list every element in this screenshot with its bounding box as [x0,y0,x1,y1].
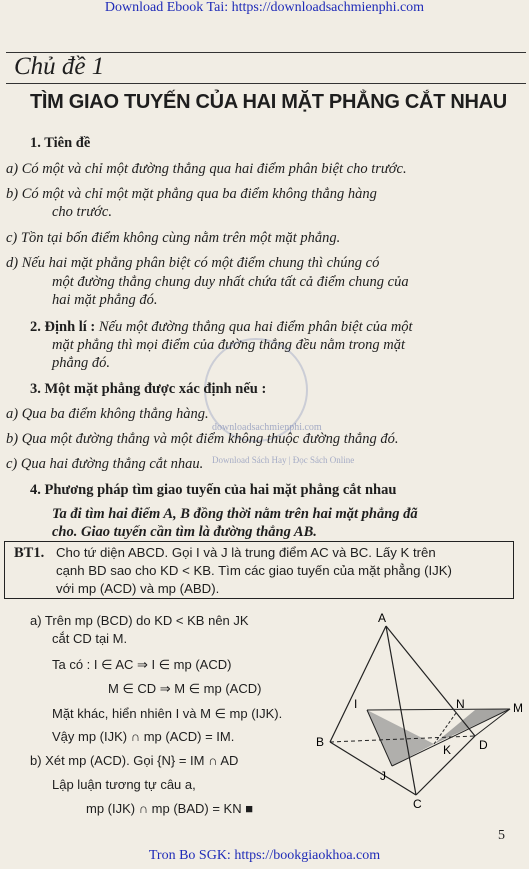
topic-banner [6,52,526,84]
solution-a-2: cắt CD tại M. [52,631,128,646]
theorem-text: Nếu một đường thẳng qua hai điểm phân biệt của một [95,319,413,335]
axiom-c: c) Tồn tại bốn điểm không cùng nằm trên một mặt phẳng. [6,230,341,246]
theorem-heading: 2. Định lí : [30,319,96,335]
section-1-heading: 1. Tiên đề [30,135,91,151]
method-line-2: cho. Giao tuyến cần tìm là đường thẳng AB. [52,524,317,540]
label-i: I [354,697,358,711]
label-b: B [316,735,325,749]
watermark-tagline: Download Sách Hay | Đọc Sách Online [212,455,355,465]
label-k: K [443,743,452,757]
exercise-line-3: với mp (ACD) và mp (ABD). [56,581,220,596]
label-j: J [380,769,386,783]
page-footer-link[interactable]: Tron Bo SGK: https://bookgiaokhoa.com [148,848,381,863]
label-n: N [456,697,465,711]
exercise-line-2: cạnh BD sao cho KD < KB. Tìm các giao tuyến của mặt phẳng (IJK) [56,563,452,578]
label-d: D [479,738,488,752]
axiom-d-cont2: hai mặt phẳng đó. [52,292,158,308]
section-3-heading: 3. Một mặt phẳng được xác định nếu : [30,381,267,397]
tetrahedron-figure [310,610,525,810]
theorem-line-2: mặt phẳng thì mọi điểm của đường thẳng đều nằm trong mặt [52,337,406,353]
label-m: M [513,701,523,715]
axiom-d-cont1: một đường thẳng chung duy nhất chứa tất cả điểm chung của [52,274,409,290]
exercise-label: BT1. [14,545,45,561]
solution-b-1: b) Xét mp (ACD). Gọi {N} = IM ∩ AD [30,753,239,768]
axiom-d: d) Nếu hai mặt phẳng phân biệt có một điểm chung thì chúng có [6,255,380,271]
solution-a-1: a) Trên mp (BCD) do KD < KB nên JK [30,613,249,628]
axiom-b: b) Có một và chỉ một mặt phẳng qua ba điểm không thẳng hàng [6,186,377,202]
plane-def-c: c) Qua hai đường thẳng cắt nhau. [6,456,204,472]
axiom-b-cont: cho trước. [52,204,112,220]
axiom-a: a) Có một và chỉ một đường thẳng qua hai điểm phân biệt cho trước. [6,161,407,177]
edge-ad [386,626,475,736]
solution-a-5: Mặt khác, hiển nhiên I và M ∈ mp (IJK). [52,706,283,721]
page-number: 5 [498,828,505,843]
topic-label: Chủ đề 1 [14,53,105,80]
watermark-site: downloadsachmienphi.com [212,422,322,433]
chapter-title: TÌM GIAO TUYẾN CỦA HAI MẶT PHẲNG CẮT NHAU [30,91,507,113]
plane-def-b: b) Qua một đường thẳng và một điểm không thuộc đường thẳng đó. [6,431,399,447]
label-a: A [378,611,387,625]
solution-a-3: Ta có : I ∈ AC ⇒ I ∈ mp (ACD) [52,657,232,672]
label-c: C [413,797,422,810]
page-header-link[interactable]: Download Ebook Tai: https://downloadsachmienphi.com [104,0,425,15]
solution-b-3: mp (IJK) ∩ mp (BAD) = KN ■ [86,801,254,816]
edge-ac [386,626,416,795]
theorem-line-3: phẳng đó. [52,355,110,371]
solution-a-6: Vậy mp (IJK) ∩ mp (ACD) = IM. [52,729,235,744]
solution-a-4: M ∈ CD ⇒ M ∈ mp (ACD) [108,681,262,696]
theorem-line-1 [30,318,413,336]
method-line-1: Ta đi tìm hai điểm A, B đồng thời nằm trên hai mặt phẳng đã [52,506,418,522]
exercise-line-1: Cho tứ diện ABCD. Gọi I và J là trung điểm AC và BC. Lấy K trên [56,545,436,560]
solution-b-2: Lập luận tương tự câu a, [52,777,196,792]
section-4-heading: 4. Phương pháp tìm giao tuyến của hai mặt phẳng cắt nhau [30,482,397,498]
plane-def-a: a) Qua ba điểm không thẳng hàng. [6,406,209,422]
